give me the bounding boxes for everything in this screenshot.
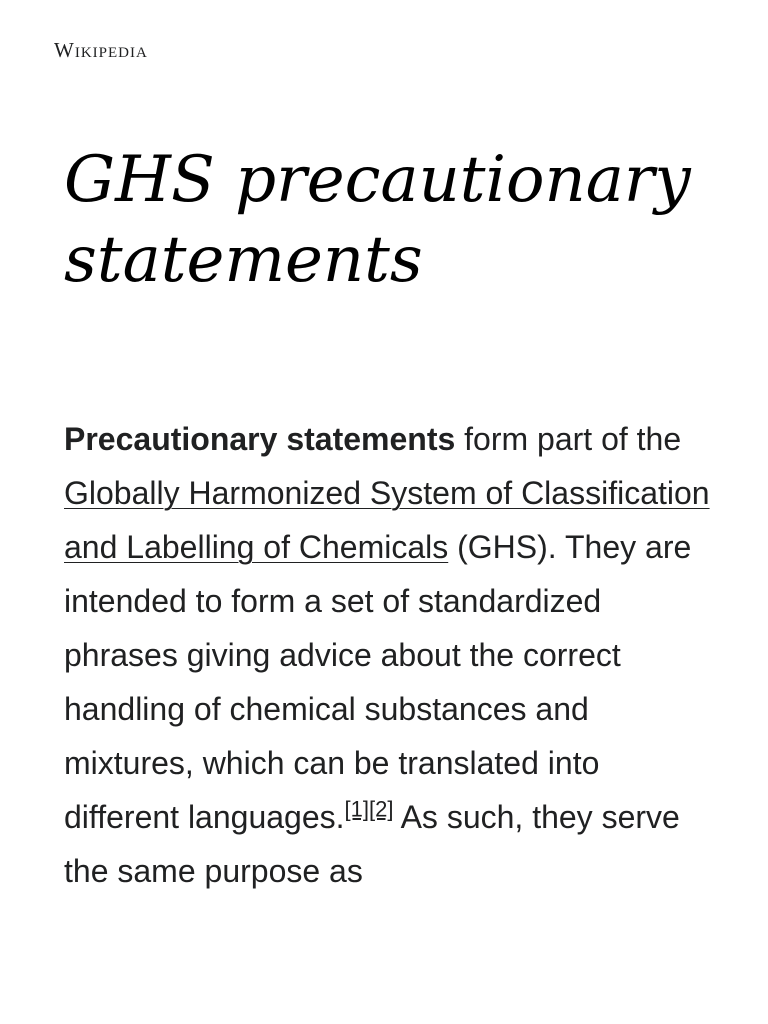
reference-2 — [369, 796, 393, 821]
reference-1 — [345, 796, 369, 821]
page-title: GHS precautionary statements — [64, 143, 691, 297]
reference-2-link[interactable]: [2] — [368, 796, 394, 822]
wikipedia-wordmark-logo[interactable]: Wikipedia — [54, 38, 148, 62]
intro-text-2: (GHS). They are intended to form a set of standardized phrases giving advice about the correct handling of chemical substances and mixtures, which can be translated into different languages. — [64, 529, 692, 835]
intro-paragraph — [64, 412, 714, 898]
ghs-link[interactable]: Globally Harmonized System of Classification and Labelling of Chemicals — [64, 475, 710, 565]
site-header — [54, 38, 148, 68]
intro-text-1: form part of the — [455, 421, 682, 457]
bold-term: Precautionary statements — [64, 421, 456, 457]
intro-text-3: As such, they serve the same purpose as — [64, 799, 680, 889]
article-content — [64, 412, 714, 898]
reference-1-link[interactable]: [1] — [344, 796, 369, 822]
